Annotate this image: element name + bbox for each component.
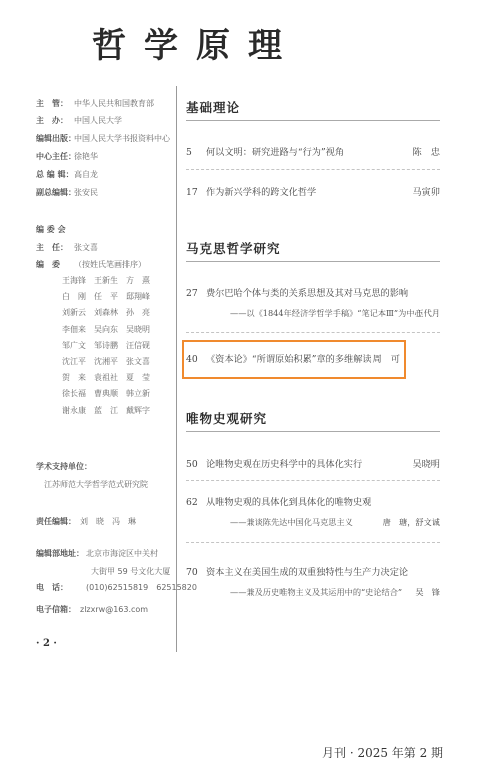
article-title: 《资本论》“所谓原始积累”章的多维解读 xyxy=(206,354,372,365)
member-row: 贺 来 袁祖社 夏 莹 xyxy=(62,373,150,383)
article-page: 70 xyxy=(186,567,198,578)
section-marx-philosophy xyxy=(186,239,440,257)
article-title: 论唯物史观在历史科学中的具体化实行 xyxy=(206,459,363,470)
masthead-row-publisher: 编辑出版：中国人民大学书报资料中心 xyxy=(36,134,170,143)
article-page: 5 xyxy=(186,147,192,158)
section-title: 基础理论 xyxy=(186,100,241,115)
member-row: 邹广文 邹诗鹏 汪信砚 xyxy=(62,340,150,350)
article-title: 从唯物史观的具体化到具体化的唯物史观 xyxy=(206,497,372,508)
article-page: 27 xyxy=(186,288,198,299)
masthead-row-deputy-editor: 副总编辑：张安民 xyxy=(36,188,98,197)
article-entry[interactable] xyxy=(186,144,440,158)
article-subtitle: ——兼谈陈先达中国化马克思主义 xyxy=(230,517,353,527)
masthead-row-sponsor: 主 办： 中国人民大学 xyxy=(36,116,122,125)
article-author: 吴晓明 xyxy=(412,459,440,470)
entry-divider xyxy=(186,169,440,170)
section-rule xyxy=(186,261,440,262)
section-title: 马克思哲学研究 xyxy=(186,241,281,256)
article-entry[interactable] xyxy=(186,285,440,318)
entry-divider xyxy=(186,542,440,543)
committee-heading: 编 委 会 xyxy=(36,225,66,234)
editorial-address: 编辑部地址： 北京市海淀区中关村 xyxy=(36,549,158,558)
masthead-row-editor-in-chief: 总 编 辑：高自龙 xyxy=(36,170,98,179)
member-row: 沈江平 沈湘平 张文喜 xyxy=(62,356,150,366)
masthead-row-supervisor: 主 管： 中华人民共和国教育部 xyxy=(36,99,154,108)
member-row: 刘新云 刘森林 孙 亮 xyxy=(62,308,150,318)
masthead-row-director: 中心主任：徐艳华 xyxy=(36,152,98,161)
journal-title: 哲学原理 xyxy=(92,26,300,66)
article-entry[interactable] xyxy=(186,494,440,527)
article-author: 吴 锋 xyxy=(415,587,440,597)
section-rule xyxy=(186,431,440,432)
page-number: · 2 · xyxy=(36,638,57,649)
committee-members-label: 编 委 （按姓氏笔画排序） xyxy=(36,260,146,269)
section-historical-materialism xyxy=(186,409,440,427)
article-title: 费尔巴哈个体与类的关系思想及其对马克思的影响 xyxy=(206,288,409,299)
issue-label: 月刊 · 2025 年第 2 期 xyxy=(322,746,444,760)
responsible-editor: 责任编辑： 刘 晓 冯 琳 xyxy=(36,517,136,526)
section-title: 唯物史观研究 xyxy=(186,411,268,426)
article-title: 何以文明：研究进路与“行为”视角 xyxy=(206,147,345,158)
article-title: 资本主义在美国生成的双重独特性与生产力决定论 xyxy=(206,567,409,578)
member-row: 李佃来 吴向东 吴晓明 xyxy=(62,324,150,334)
article-author: 陈 忠 xyxy=(412,147,440,158)
support-value: 江苏师范大学哲学范式研究院 xyxy=(44,480,148,489)
article-subtitle: ——以《1844年经济学哲学手稿》“笔记本Ⅲ”为中心 xyxy=(230,308,423,318)
email: 电子信箱： zlzxrw@163.com xyxy=(36,605,149,614)
support-label: 学术支持单位： xyxy=(36,462,92,471)
section-basic-theory xyxy=(186,98,440,116)
editorial-address-line2: 大街甲 59 号文化大厦 xyxy=(91,567,171,576)
highlight-box xyxy=(182,340,406,379)
member-row: 徐长福 曹典顺 韩立新 xyxy=(62,389,150,399)
member-row: 白 刚 任 平 邸翔峰 xyxy=(62,292,150,302)
article-author: 唐 瑭，舒文诚 xyxy=(382,517,440,527)
member-row: 王海锋 王新生 方 熹 xyxy=(62,276,150,285)
entry-divider xyxy=(186,332,440,333)
article-author: 王代月 xyxy=(415,308,440,318)
article-entry[interactable] xyxy=(186,456,440,470)
article-page: 50 xyxy=(186,459,198,470)
committee-members-list xyxy=(62,275,182,421)
section-rule xyxy=(186,120,440,121)
committee-chair: 主 任： 张文喜 xyxy=(36,243,98,252)
article-entry[interactable] xyxy=(186,564,440,597)
article-page: 62 xyxy=(186,497,198,508)
article-author: 周 可 xyxy=(372,354,400,365)
article-subtitle: ——兼及历史唯物主义及其运用中的“史论结合” xyxy=(230,587,403,597)
article-page: 17 xyxy=(186,187,198,198)
article-page: 40 xyxy=(186,354,198,365)
article-title: 作为新兴学科的跨文化哲学 xyxy=(206,187,317,198)
phone: 电 话： (010)62515819 62515820 xyxy=(36,583,197,592)
member-row: 谢永康 蓝 江 戴辉字 xyxy=(62,405,150,415)
entry-divider xyxy=(186,480,440,481)
article-author: 马寅卯 xyxy=(412,187,440,198)
article-entry[interactable] xyxy=(186,184,440,198)
